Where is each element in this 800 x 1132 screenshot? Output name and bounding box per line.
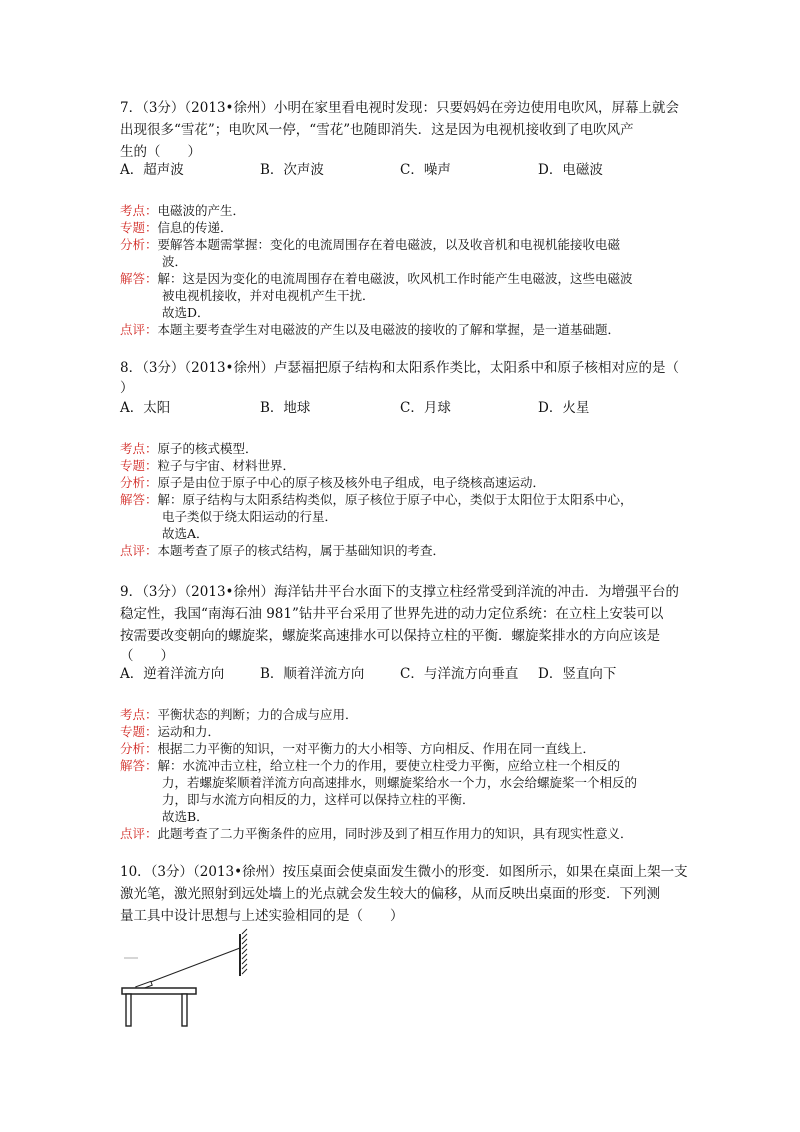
analysis-row: 分析：原子是由位于原子中心的原子核及核外电子组成，电子绕核高速运动．	[120, 475, 546, 490]
analysis-row: 点评：此题考查了二力平衡条件的应用，同时涉及到了相互作用力的知识，具有现实性意义．	[120, 826, 633, 841]
table-leg-left	[126, 994, 131, 1026]
analysis-row: 点评：本题考查了原子的核式结构，属于基础知识的考查．	[120, 543, 446, 558]
analysis-continuation: 被电视机接收，并对电视机产生干扰．	[162, 288, 375, 303]
question-9-option-c: C．与洋流方向垂直	[400, 666, 519, 682]
question-7-line-2: 出现很多“雪花”；电吹风一停，“雪花”也随即消失．这是因为电视机接收到了电吹风产	[120, 122, 634, 138]
analysis-row: 分析：根据二力平衡的知识，一对平衡力的大小相等、方向相反、作用在同一直线上．	[120, 741, 596, 756]
question-9-option-a: A．逆着洋流方向	[120, 666, 225, 682]
question-7-line-3: 生的（ ）	[120, 144, 201, 160]
analysis-continuation: 故选B．	[162, 809, 209, 824]
wall	[240, 929, 247, 976]
analysis-continuation: 力，若螺旋桨顺着洋流方向高速排水，则螺旋桨给水一个力，水会给螺旋桨一个相反的	[162, 775, 638, 790]
question-7-option-a: A．超声波	[120, 162, 184, 178]
analysis-row: 解答：解：这是因为变化的电流周围存在着电磁波，吹风机工作时能产生电磁波，这些电磁波	[120, 271, 633, 286]
question-8-line-1: 8．（3分）（2013•徐州）卢瑟福把原子结构和太阳系作类比，太阳系中和原子核相对应的是（	[120, 360, 679, 376]
analysis-row: 分析：要解答本题需掌握：变化的电流周围存在着电磁波，以及收音机和电视机能接收电磁	[120, 237, 621, 252]
analysis-row: 专题：粒子与宇宙、材料世界．	[120, 458, 296, 473]
question-7-line-1: 7．（3分）（2013•徐州）小明在家里看电视时发现：只要妈妈在旁边使用电吹风，屏幕上就会	[120, 100, 679, 116]
analysis-continuation: 电子类似于绕太阳运动的行星．	[162, 509, 338, 524]
question-9-option-d: D．竖直向下	[538, 666, 617, 682]
analysis-row: 解答：解：水流冲击立柱，给立柱一个力的作用，要使立柱受力平衡，应给立柱一个相反的	[120, 758, 621, 773]
question-10-line-2: 激光笔，激光照射到远处墙上的光点就会发生较大的偏移，从而反映出桌面的形变．下列测	[120, 886, 660, 902]
question-7-option-c: C．噪声	[400, 162, 451, 178]
analysis-row: 解答：解：原子结构与太阳系结构类似，原子核位于原子中心，类似于太阳位于太阳系中心，	[120, 492, 633, 507]
question-7-option-d: D．电磁波	[538, 162, 603, 178]
question-9-line-3: 按需要改变朝向的螺旋桨，螺旋桨高速排水可以保持立柱的平衡．螺旋桨排水的方向应该是	[120, 628, 660, 644]
analysis-row: 考点：平衡状态的判断；力的合成与应用．	[120, 707, 358, 722]
question-8-option-c: C．月球	[400, 400, 451, 416]
analysis-continuation: 故选D．	[162, 305, 210, 320]
table-top	[122, 988, 196, 994]
question-7-option-b: B．次声波	[260, 162, 324, 178]
question-10-line-3: 量工具中设计思想与上述实验相同的是（ ）	[120, 908, 404, 924]
question-9-line-4: （ ）	[120, 648, 174, 664]
question-10-line-1: 10．（3分）（2013•徐州）按压桌面会使桌面发生微小的形变．如图所示，如果在桌面上架一支	[120, 864, 688, 880]
analysis-continuation: 波．	[162, 254, 188, 269]
question-8-line-2: ）	[120, 380, 134, 396]
analysis-row: 专题：信息的传递．	[120, 220, 233, 235]
analysis-continuation: 故选A．	[162, 526, 209, 541]
question-9-line-1: 9．（3分）（2013•徐州）海洋钻井平台水面下的支撑立柱经常受到洋流的冲击．为增强平台的	[120, 584, 679, 600]
laser-beam	[140, 948, 240, 986]
table-leg-right	[182, 994, 187, 1026]
question-8-option-b: B．地球	[260, 400, 311, 416]
analysis-row: 考点：原子的核式模型．	[120, 441, 258, 456]
question-8-option-a: A．太阳	[120, 400, 171, 416]
analysis-row: 点评：本题主要考查学生对电磁波的产生以及电磁波的接收的了解和掌握，是一道基础题．	[120, 322, 621, 337]
analysis-row: 专题：运动和力．	[120, 724, 221, 739]
question-9-option-b: B．顺着洋流方向	[260, 666, 365, 682]
analysis-row: 考点：电磁波的产生．	[120, 203, 246, 218]
question-9-line-2: 稳定性，我国“南海石油 981”钻井平台采用了世界先进的动力定位系统：在立柱上安装可以	[120, 606, 664, 622]
analysis-continuation: 力，即与水流方向相反的力，这样可以保持立柱的平衡．	[162, 792, 475, 807]
laser-table-figure	[118, 928, 258, 1032]
question-8-option-d: D．火星	[538, 400, 590, 416]
